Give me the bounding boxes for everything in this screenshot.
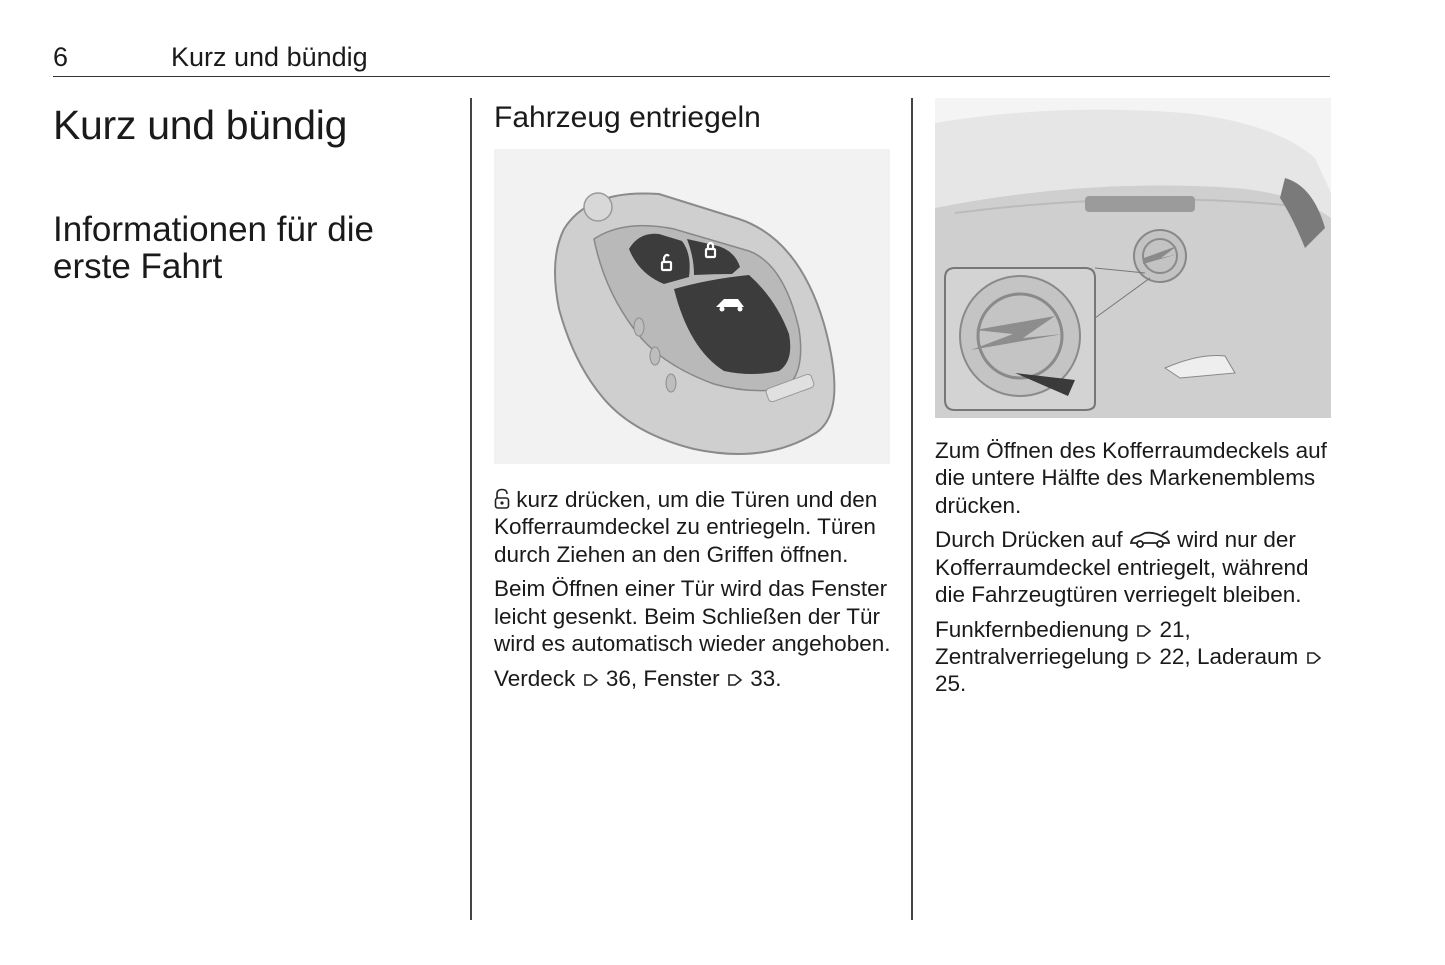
column-2 (494, 98, 892, 700)
trunk-icon (1129, 530, 1171, 550)
trunk-open-paragraph: Zum Öffnen des Kofferraumdeckels auf die untere Hälfte des Markenemblems drücken. (935, 438, 1327, 518)
ref-fenster-page[interactable]: 33. (750, 665, 782, 691)
ref-zentral-label: Zentralverriegelung (935, 644, 1129, 670)
ref-zentral-page[interactable]: 22, (1159, 644, 1191, 670)
ref-verdeck-page[interactable]: 36, (605, 665, 638, 691)
trunk-button-paragraph (935, 526, 1331, 608)
reference-arrow-icon (1135, 622, 1153, 640)
trunk-button-text-before: Durch Drücken auf (935, 527, 1123, 553)
column-divider-2 (911, 98, 913, 920)
reference-arrow-icon (1305, 649, 1323, 667)
key-fob-illustration (494, 149, 890, 464)
ref-funk-page[interactable]: 21, (1159, 616, 1191, 642)
reference-line-col2 (494, 665, 892, 692)
section-title (53, 211, 453, 285)
ref-funk-label: Funkfernbedienung (935, 616, 1129, 642)
reference-arrow-icon (582, 671, 600, 689)
unlock-icon (494, 488, 510, 510)
chapter-title: Kurz und bündig (53, 102, 348, 148)
page-header (53, 40, 1330, 77)
unlock-instruction-text: kurz drücken, um die Türen und den Kofferraumdeckel zu entriegeln. Türen durch Ziehen an den Griffen öffnen. (494, 487, 878, 567)
section-title-line2: erste Fahrt (53, 247, 223, 286)
ref-laderaum-label: Laderaum (1196, 644, 1299, 670)
section-title-line1: Informationen für die (53, 210, 375, 249)
ref-laderaum-page[interactable]: 25. (935, 671, 967, 697)
column-3 (935, 98, 1331, 705)
trunk-emblem-illustration (935, 98, 1331, 418)
unlock-instruction-paragraph (494, 486, 892, 568)
reference-arrow-icon (1135, 649, 1153, 667)
reference-arrow-icon (726, 671, 744, 689)
ref-verdeck-label: Verdeck (494, 665, 576, 691)
subsection-title: Fahrzeug entriegeln (494, 101, 761, 134)
ref-fenster-label: Fenster (643, 665, 720, 691)
running-title: Kurz und bündig (171, 42, 368, 72)
column-divider-1 (470, 98, 472, 920)
page-number: 6 (53, 42, 69, 72)
window-lowering-paragraph: Beim Öffnen einer Tür wird das Fenster leicht gesenkt. Beim Schließen der Tür wird es automatisch wieder angehoben. (494, 576, 891, 656)
column-1 (53, 98, 453, 285)
trunk-button-text-after: wird nur der Kofferraumdeckel entriegelt, während die Fahrzeugtüren verriegelt bleiben. (935, 527, 1309, 607)
reference-line-col3 (935, 616, 1331, 698)
